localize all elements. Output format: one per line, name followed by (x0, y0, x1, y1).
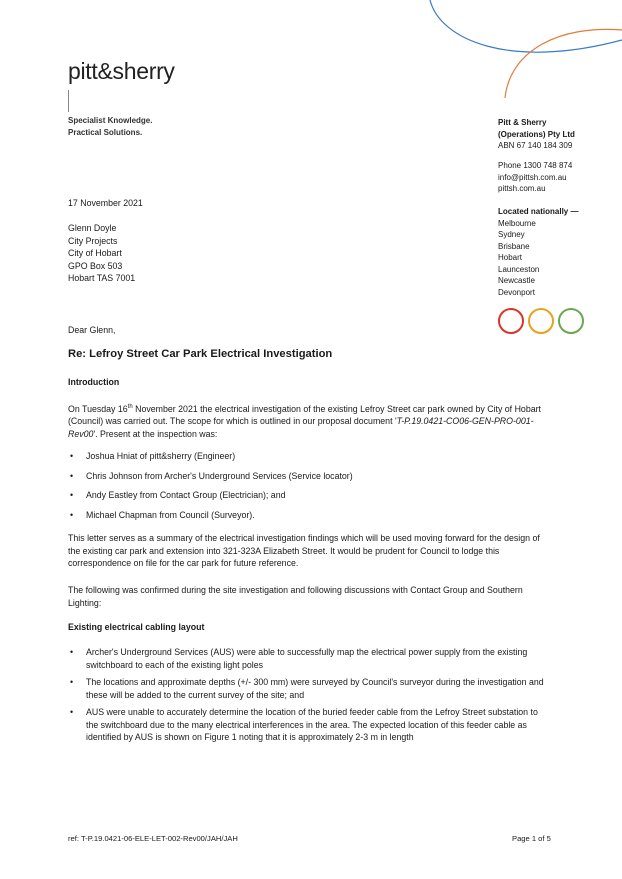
orange-arc (505, 29, 622, 98)
location-item: Hobart (498, 253, 523, 262)
attendee-list (68, 450, 538, 521)
tagline-line-1: Specialist Knowledge. (68, 116, 153, 125)
location-item: Sydney (498, 230, 525, 239)
company-logo: pitt&sherry (68, 58, 175, 84)
logo-divider (68, 90, 69, 112)
company-info (498, 117, 575, 152)
list-item: • Andy Eastley from Contact Group (Electrician); and (68, 489, 538, 502)
cabling-heading: Existing electrical cabling layout (68, 622, 205, 632)
intro-sup: th (127, 404, 133, 410)
decorative-arcs (400, 0, 622, 100)
confirmation-paragraph: The following was confirmed during the site investigation and following discussions with Contact Group and Southern Lighting: (68, 585, 523, 608)
company-name-2: (Operations) Pty Ltd (498, 129, 575, 139)
salutation: Dear Glenn, (68, 325, 116, 335)
list-item: • Chris Johnson from Archer's Underground Services (Service locator) (68, 470, 538, 483)
summary-paragraph: This letter serves as a summary of the electrical investigation findings which will be used moving forward for the design of the existing car park and extension into 321-323A Elizabeth Street. It would be prudent for Council to lodge this correspondence on file for the car park for future reference. (68, 533, 540, 568)
company-email[interactable]: info@pittsh.com.au (498, 172, 567, 182)
footer-reference: ref: T-P.19.0421-06-ELE-LET-002-Rev00/JAH/JAH (68, 834, 238, 843)
located-heading: Located nationally — (498, 207, 579, 216)
location-item: Devonport (498, 287, 535, 297)
list-item: • Michael Chapman from Council (Surveyor). (68, 509, 538, 522)
recipient-address (68, 222, 538, 285)
certification-badge-icon (558, 308, 584, 334)
intro-text-a: On Tuesday 16 (68, 403, 128, 414)
company-phone: Phone 1300 748 874 (498, 161, 573, 170)
address-line: GPO Box 503 (68, 260, 123, 271)
page-number: Page 1 of 5 (512, 834, 551, 843)
findings-list (68, 646, 548, 744)
intro-text-c: '. Present at the inspection was: (93, 428, 218, 439)
address-line: City of Hobart (68, 248, 122, 258)
company-website[interactable]: pittsh.com.au (498, 184, 546, 193)
location-item: Newcastle (498, 276, 535, 285)
list-item: • Joshua Hniat of pitt&sherry (Engineer) (68, 450, 538, 463)
subject-heading: Re: Lefroy Street Car Park Electrical Investigation (68, 348, 333, 360)
company-name-1: Pitt & Sherry (498, 118, 547, 127)
location-item: Launceston (498, 264, 540, 274)
tagline-line-2: Practical Solutions. (68, 128, 143, 137)
contact-info (498, 160, 572, 195)
intro-heading: Introduction (68, 377, 120, 387)
address-line: City Projects (68, 235, 118, 246)
company-abn: ABN 67 140 184 309 (498, 141, 573, 150)
address-line: Glenn Doyle (68, 223, 117, 233)
list-item: • The locations and approximate depths (+/- 300 mm) were surveyed by Council's surveyor during the investigation and these will be added to the current survey of the site; and (68, 676, 548, 701)
intro-paragraph (68, 401, 548, 440)
intro-text-b: November 2021 the electrical investigation of the existing Lefroy Street car park owned by City of Hobart (Council) was carried out. The scope for which is outlined in our proposal document ' (68, 403, 541, 427)
location-item: Melbourne (498, 218, 536, 228)
letter-date: 17 November 2021 (68, 198, 143, 208)
address-line: Hobart TAS 7001 (68, 273, 136, 283)
list-item: • AUS were unable to accurately determine the location of the buried feeder cable from the Lefroy Street substation to the switchboard due to the many electrical interferences in the area. The expected location of this feeder cable as identified by AUS is shown on Figure 1 noting that it is approximately 2-3 m in length (68, 706, 548, 744)
tagline (68, 115, 152, 139)
proposal-doc-ref: T-P.19.0421-CO06-GEN-PRO-001-Rev00 (68, 416, 534, 439)
location-item: Brisbane (498, 241, 530, 251)
list-item: • Archer's Underground Services (AUS) were able to successfully map the electrical power supply from the existing switchboard to each of the existing light poles (68, 646, 548, 671)
blue-arc (430, 0, 622, 52)
